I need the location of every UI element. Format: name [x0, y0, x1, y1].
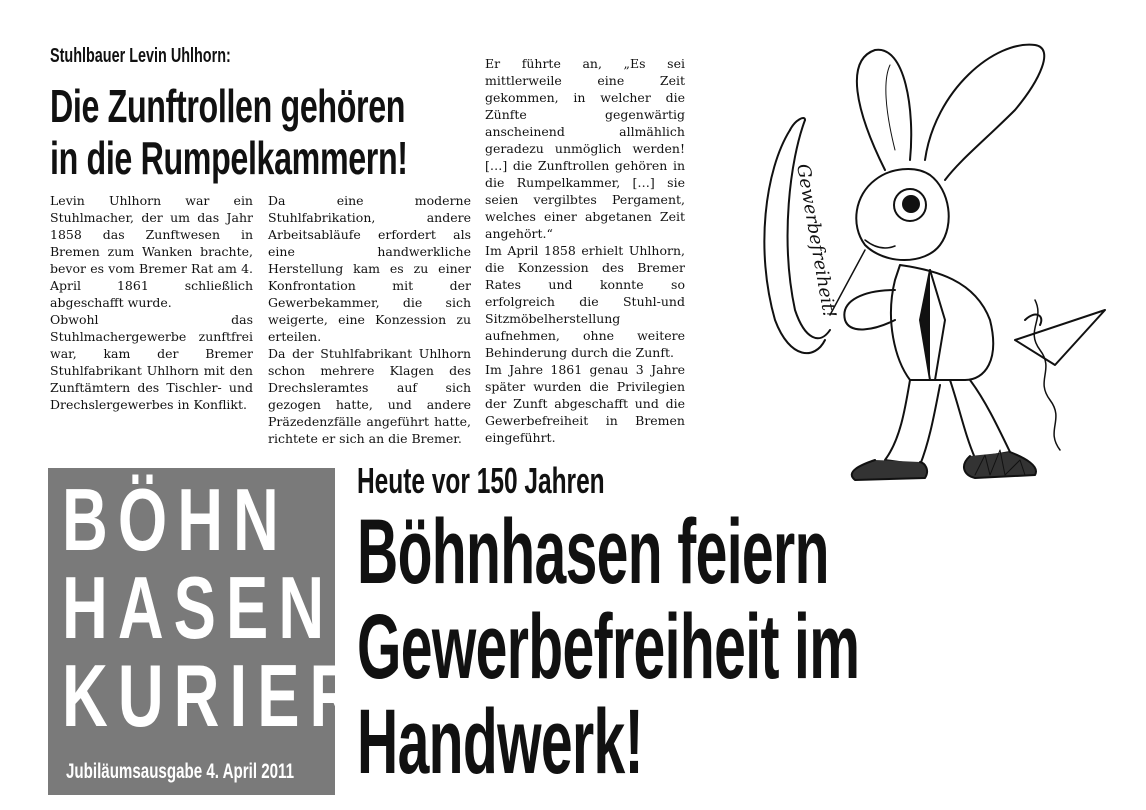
text-column-2 — [268, 192, 471, 447]
masthead-line-2: HASEN — [62, 558, 335, 657]
scroll-text: Gewerbefreiheit! — [792, 162, 840, 320]
paragraph: Da eine moderne Stuhlfabrikation, andere Arbeitsabläufe erfordert als eine handwerkliche Herstellung kam es zu einer Konfrontation mit der Gewerbekammer, die sich weigerte, eine Konzession zu erteilen. — [268, 193, 471, 344]
masthead-line-1: BÖHN — [62, 470, 289, 569]
headline-line-1: Die Zunftrollen gehören — [50, 80, 406, 132]
paragraph: Im Jahre 1861 genau 3 Jahre später wurden die Privilegien der Zunft abgeschafft und die Gewerbefreiheit in Bremen eingeführt. — [485, 362, 685, 445]
headline-line-2: in die Rumpelkammern! — [50, 132, 408, 184]
masthead-block — [48, 468, 366, 795]
headline-line-2: Gewerbefreiheit im — [357, 596, 860, 698]
article2-headline — [357, 501, 860, 793]
masthead-edition: Jubiläumsausgabe 4. April 2011 — [66, 760, 295, 783]
text-column-1 — [50, 192, 253, 413]
article-kicker: Stuhlbauer Levin Uhlhorn: — [50, 45, 231, 67]
paragraph: Er führte an, „Es sei mittlerweile eine Zeit gekommen, in welcher die Zünfte gegenwärtig anscheinend allmählich geradezu unmöglich werden! […] die Zunftrollen gehören in die Rumpelkammer, […] sie seien vergilbtes Pergament, welches einer abgetanen Zeit angehört.“ — [485, 56, 685, 241]
text-column-3 — [485, 55, 685, 446]
paragraph: Obwohl das Stuhlmachergewerbe zunftfrei war, kam der Bremer Stuhlfabrikant Uhlhorn mit den Zunftämtern des Tischler- und Drechslergewerbes in Konflikt. — [50, 312, 253, 412]
article2-subhead: Heute vor 150 Jahren — [357, 460, 605, 501]
paragraph: Levin Uhlhorn war ein Stuhlmacher, der um das Jahr 1858 das Zunftwesen in Bremen zum Wanken brachte, bevor es vom Bremer Rat am 4. April 1861 schließlich abgeschafft wurde. — [50, 193, 253, 310]
rabbit-illustration — [735, 20, 1135, 490]
article-headline — [50, 80, 408, 184]
paragraph: Da der Stuhlfabrikant Uhlhorn schon mehrere Klagen des Drechsleramtes auf sich gezogen hatte, und andere Präzedenzfälle angeführt hatte, richtete er sich an die Bremer. — [268, 346, 471, 446]
headline-line-1: Böhnhasen feiern — [357, 501, 829, 603]
headline-line-3: Handwerk! — [357, 691, 644, 793]
paragraph: Im April 1858 erhielt Uhlhorn, die Konzession des Bremer Rates und konnte so erfolgreich die Stuhl-und Sitzmöbelherstellung aufnehmen, ohne weitere Behinderung durch die Zunft. — [485, 243, 685, 360]
masthead-line-3: KURIER — [62, 646, 366, 745]
